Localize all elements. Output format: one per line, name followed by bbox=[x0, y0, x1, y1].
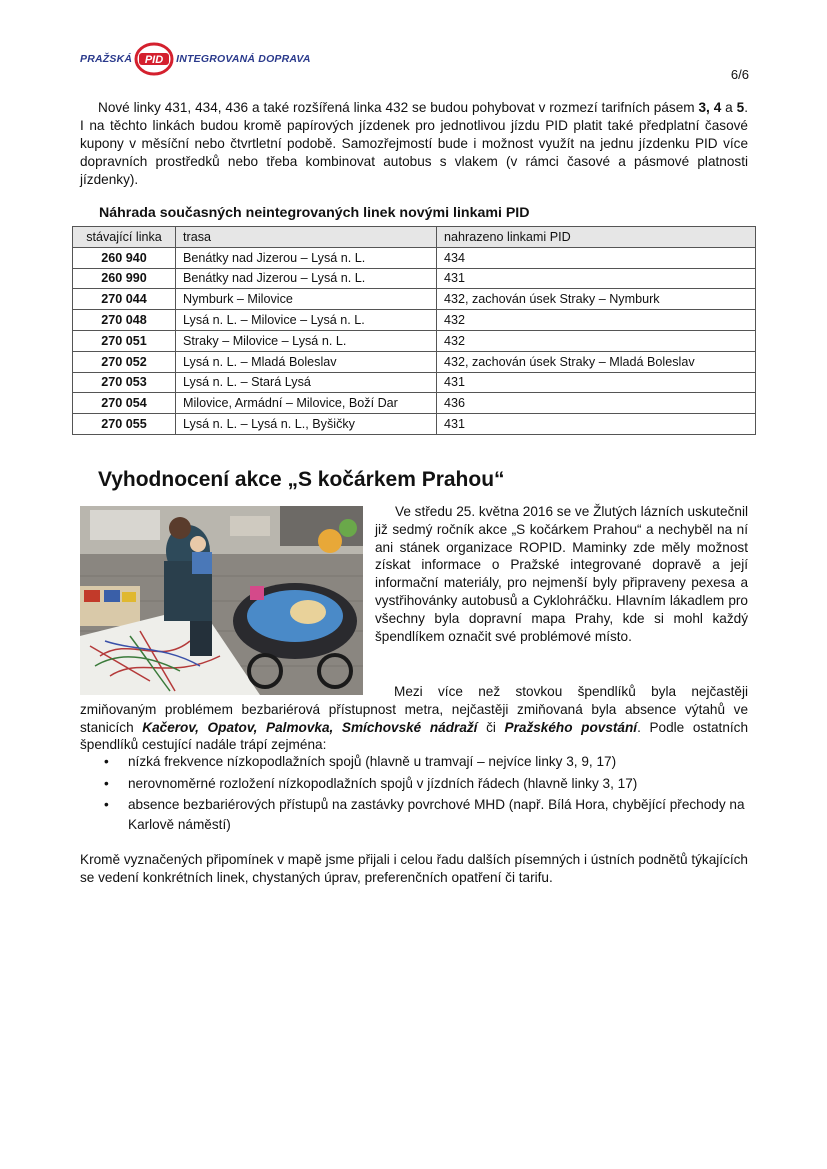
event-photo bbox=[80, 506, 363, 695]
current-line-cell: 270 054 bbox=[73, 393, 176, 414]
page-number: 6/6 bbox=[730, 67, 749, 82]
replacement-cell: 432 bbox=[437, 310, 756, 331]
current-line-cell: 270 055 bbox=[73, 414, 176, 435]
table-row bbox=[73, 414, 756, 435]
table-row bbox=[73, 268, 756, 289]
side-paragraph bbox=[375, 503, 748, 645]
p2-text-2: či bbox=[477, 719, 505, 735]
final-paragraph-text: Kromě vyznačených připomínek v mapě jsme přijali i celou řadu dalších písemných i ústních podnětů týkajících se vedení konkrétních linek, chystaných úprav, preferenčních opatření či tarifu. bbox=[80, 852, 748, 885]
list-item: • nerovnoměrné rozložení nízkopodlažních spojů v jízdních řádech (hlavně linky 3, 17) bbox=[80, 774, 748, 794]
replacement-cell: 434 bbox=[437, 247, 756, 268]
table-row bbox=[73, 289, 756, 310]
current-line-cell: 270 048 bbox=[73, 310, 176, 331]
pid-logo-mark-icon bbox=[134, 42, 174, 76]
section-heading: Vyhodnocení akce „S kočárkem Prahou“ bbox=[98, 468, 505, 491]
replacement-cell: 432 bbox=[437, 330, 756, 351]
route-cell: Benátky nad Jizerou – Lysá n. L. bbox=[176, 268, 437, 289]
route-cell: Milovice, Armádní – Milovice, Boží Dar bbox=[176, 393, 437, 414]
route-cell: Lysá n. L. – Milovice – Lysá n. L. bbox=[176, 310, 437, 331]
intro-text-1: Nové linky 431, 434, 436 a také rozšířená linka 432 se budou pohybovat v rozmezí tarifních pásem bbox=[98, 100, 699, 115]
route-cell: Lysá n. L. – Stará Lysá bbox=[176, 372, 437, 393]
p2-text-1: Mezi více než stovkou špendlíků byla nejčastěji zmiňovaným problémem bezbariérová přístupnost metra, nejčastěji zmiňovaná byla absence výtahů ve stanicích bbox=[80, 684, 748, 735]
list-item: • absence bezbariérových přístupů na zastávky povrchové MHD (např. Bílá Hora, chybějící přechody na Karlově náměstí) bbox=[80, 795, 748, 834]
full-width-paragraph bbox=[80, 683, 748, 754]
table-row bbox=[73, 330, 756, 351]
table-title: Náhrada současných neintegrovaných linek novými linkami PID bbox=[99, 205, 530, 221]
current-line-cell: 270 053 bbox=[73, 372, 176, 393]
column-header-replacement: nahrazeno linkami PID bbox=[437, 227, 756, 248]
intro-paragraph bbox=[80, 99, 748, 189]
current-line-cell: 270 044 bbox=[73, 289, 176, 310]
table-row bbox=[73, 310, 756, 331]
logo-text-right: INTEGROVANÁ DOPRAVA bbox=[176, 53, 311, 65]
current-line-cell: 270 051 bbox=[73, 330, 176, 351]
complaints-list bbox=[80, 752, 748, 836]
svg-text:PID: PID bbox=[144, 54, 164, 66]
event-photo-illustration bbox=[80, 506, 363, 695]
metro-stations-bold: Kačerov, Opatov, Palmovka, Smíchovské nádraží bbox=[142, 719, 478, 735]
current-line-cell: 260 990 bbox=[73, 268, 176, 289]
replacement-cell: 432, zachován úsek Straky – Mladá Boleslav bbox=[437, 351, 756, 372]
table-row bbox=[73, 247, 756, 268]
pid-logo bbox=[80, 42, 311, 76]
table-header-row bbox=[73, 227, 756, 248]
replacement-cell: 431 bbox=[437, 268, 756, 289]
replacement-cell: 431 bbox=[437, 414, 756, 435]
logo-text-left: PRAŽSKÁ bbox=[80, 53, 133, 65]
replacement-cell: 432, zachován úsek Straky – Nymburk bbox=[437, 289, 756, 310]
intro-text-3: . I na těchto linkách budou kromě papírových jízdenek pro jednotlivou jízdu PID platit také předplatní časové kupony v měsíční nebo čtvrtletní podobě. Samozřejmostí bude i možnost využít na jednu jízdenku PID více dopravních prostředků nebo třeba kombinovat autobus s vlakem (v rámci časové a pásmové platnosti jízdenky). bbox=[80, 100, 748, 187]
intro-zones-bold: 3, 4 bbox=[698, 100, 722, 115]
replacement-cell: 436 bbox=[437, 393, 756, 414]
route-cell: Straky – Milovice – Lysá n. L. bbox=[176, 330, 437, 351]
intro-text-2: a bbox=[721, 100, 737, 115]
column-header-current-line: stávající linka bbox=[73, 227, 176, 248]
p2-text-3: . Podle ostatních špendlíků cestující nadále trápí zejména: bbox=[80, 719, 749, 753]
route-cell: Benátky nad Jizerou – Lysá n. L. bbox=[176, 247, 437, 268]
intro-zone5-bold: 5 bbox=[736, 100, 745, 115]
current-line-cell: 270 052 bbox=[73, 351, 176, 372]
side-paragraph-text: Ve středu 25. května 2016 se ve Žlutých lázních uskutečnil již sedmý ročník akce „S kočárkem Prahou“ a nechyběl na ní ani stánek organizace ROPID. Maminky zde měly možnost získat informace o Pražské integrované dopravě a její informační materiály, pro nejmenší byly připraveny pexesa a vystřihovánky autobusů a Cyklohráčku. Hlavním lákadlem pro všechny byla dopravní mapa Prahy, kde si mohl každý špendlíkem označit své problémové místo. bbox=[375, 504, 748, 644]
current-line-cell: 260 940 bbox=[73, 247, 176, 268]
metro-station-povstani-bold: Pražského povstání bbox=[504, 719, 638, 735]
column-header-route: trasa bbox=[176, 227, 437, 248]
route-cell: Lysá n. L. – Mladá Boleslav bbox=[176, 351, 437, 372]
table-row bbox=[73, 393, 756, 414]
list-item: • nízká frekvence nízkopodlažních spojů (hlavně u tramvají – nejvíce linky 3, 9, 17) bbox=[80, 752, 748, 772]
route-cell: Lysá n. L. – Lysá n. L., Byšičky bbox=[176, 414, 437, 435]
table-row bbox=[73, 351, 756, 372]
table-row bbox=[73, 372, 756, 393]
final-paragraph bbox=[80, 851, 748, 887]
line-replacement-table bbox=[72, 226, 756, 435]
route-cell: Nymburk – Milovice bbox=[176, 289, 437, 310]
replacement-cell: 431 bbox=[437, 372, 756, 393]
